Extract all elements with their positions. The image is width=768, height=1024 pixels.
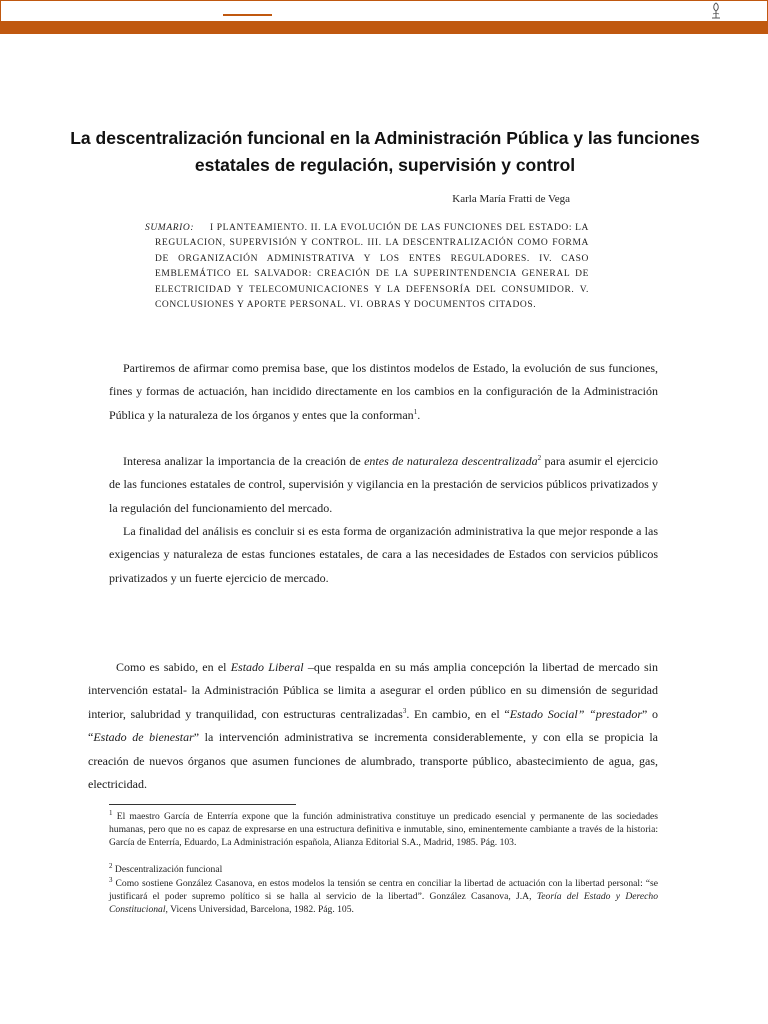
footnote-text: El maestro García de Enterría expone que la función administrativa constituye un predicado esencial y permanente de las sociedades humanas, pero que no es capaz de expresarse en una estructura definitiva e inmutable, sino, eminentemente cambiante a través de la historia: García de Enterría, Eduardo, La Administración española, Alianza Editorial S.A., Madrid, 1985. Pág. 103. bbox=[109, 811, 658, 848]
footnote-text: Como sostiene González Casanova, en estos modelos la tensión se centra en conciliar la libertad de actuación con la libertad personal: “se justificará el poder supremo político si se halla al servicio de la libertad”. González Casanova, J.A, bbox=[109, 878, 658, 902]
paragraph-text: Interesa analizar la importancia de la creación de bbox=[123, 454, 365, 468]
footnote-ref[interactable]: 2 bbox=[537, 454, 542, 462]
footnote-2 bbox=[109, 861, 658, 877]
footnote-separator bbox=[109, 804, 296, 805]
paragraph-text: La finalidad del análisis es concluir si es esta forma de organización administrativa la que mejor responde a las exigencias y naturaleza de estas funciones estatales, de cara a las necesidades de Estados con servicios públicos privatizados y un fuerte ejercicio de mercado. bbox=[109, 524, 658, 585]
paragraph-purpose bbox=[109, 520, 658, 590]
summary-label: SUMARIO: bbox=[145, 223, 195, 233]
author-name: Karla María Fratti de Vega bbox=[452, 193, 570, 205]
paragraph-italic: Estado de bienestar bbox=[93, 730, 194, 745]
footnote-text: Descentralización funcional bbox=[112, 864, 223, 875]
footnote-ref[interactable]: 3 bbox=[402, 706, 407, 715]
quill-logo-icon bbox=[708, 2, 724, 20]
summary-block bbox=[145, 221, 589, 313]
paragraph-italic: Estado Liberal bbox=[230, 660, 304, 674]
paragraph-text: . En cambio, en el “ bbox=[406, 706, 510, 721]
header-bar bbox=[0, 0, 768, 34]
paragraph-liberal-state bbox=[88, 656, 658, 796]
paragraph-intro bbox=[109, 357, 658, 427]
footnote-3 bbox=[109, 875, 658, 916]
paragraph-text: ” la intervención administrativa se incrementa considerablemente, y con ella se propicia la creación de nuevos órganos que asumen funciones de alumbrado, transporte público, abastecimiento de agua, gas, electricidad. bbox=[88, 730, 658, 792]
document-title: La descentralización funcional en la Administración Pública y las funciones estatales de regulación, supervisión y control bbox=[70, 128, 700, 175]
paragraph-text: Partiremos de afirmar como premisa base, que los distintos modelos de Estado, la evolución de sus funciones, fines y formas de actuación, han incidido directamente en los cambios en la configuración de la Administración Pública y la naturaleza de los órganos y entes que la conforman bbox=[109, 361, 658, 422]
footnote-number: 3 bbox=[109, 875, 113, 884]
paragraph-end: . bbox=[417, 407, 421, 422]
footnote-number: 1 bbox=[109, 808, 113, 817]
footnote-text: , Vicens Universidad, Barcelona, 1982. Pág. 105. bbox=[165, 903, 354, 915]
footnote-ref[interactable]: 1 bbox=[413, 407, 418, 416]
paragraph-italic: entes de naturaleza descentralizada bbox=[364, 454, 538, 468]
header-underline bbox=[223, 14, 272, 16]
footnote-number: 2 bbox=[109, 861, 113, 870]
paragraph-text: para asumir el ejercicio de las funciones estatales de control, supervisión y vigilancia en la prestación de servicios públicos privatizados y la regulación del funcionamiento del mercado. bbox=[109, 454, 658, 515]
footnote-italic: Teoría del Estado y Derecho Constitucional bbox=[109, 890, 658, 915]
paragraph-text: ” o “ bbox=[88, 706, 658, 745]
header-accent-band bbox=[0, 21, 768, 34]
paragraph-text: Como es sabido, en el bbox=[116, 660, 231, 674]
paragraph-italic: Estado Social” “prestador bbox=[509, 706, 642, 721]
footnote-1 bbox=[109, 808, 658, 849]
summary-text: I PLANTEAMIENTO. II. LA EVOLUCIÓN DE LAS FUNCIONES DEL ESTADO: LA REGULACION, SUPERVISIÓN Y CONTROL. III. LA DESCENTRALIZACIÓN COMO FORMA DE ORGANIZACIÓN ADMINISTRATIVA Y LOS ENTES REGULADORES. IV. CASO EMBLEMÁTICO EL SALVADOR: CREACIÓN DE LA SUPERINTENDENCIA GENERAL DE ELECTRICIDAD Y TELECOMUNICACIONES Y LA DEFENSORÍA DEL CONSUMIDOR. V. CONCLUSIONES Y APORTE PERSONAL. VI. OBRAS Y DOCUMENTOS CITADOS. bbox=[155, 223, 589, 311]
header-frame bbox=[0, 0, 768, 22]
paragraph-text: –que respalda en su más amplia concepción la libertad de mercado sin intervención estatal- la Administración Pública se limita a asegurar el orden público en su dimensión de seguridad interior, salubridad y tranquilidad, con estructuras centralizadas bbox=[88, 660, 659, 721]
paragraph-interest bbox=[109, 450, 658, 520]
